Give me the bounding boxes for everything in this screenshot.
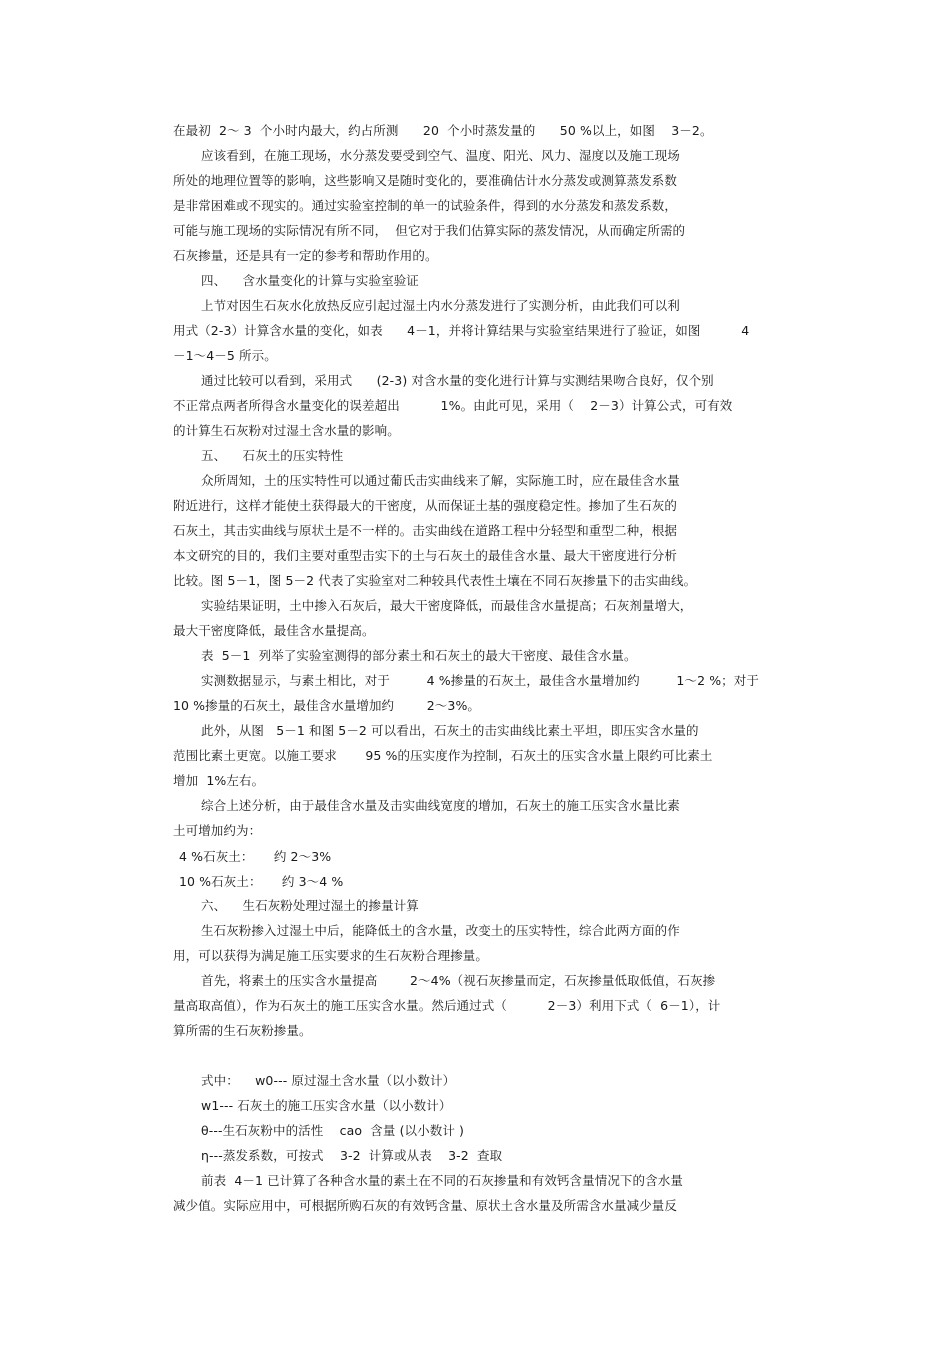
paragraph-line: 综合上述分析，由于最佳含水量及击实曲线宽度的增加，石灰土的施工压实含水量比素	[201, 798, 680, 813]
paragraph-line: 石灰掺量，还是具有一定的参考和帮助作用的。	[173, 248, 438, 263]
paragraph-line: 的计算生石灰粉对过湿土含水量的影响。	[173, 423, 400, 438]
paragraph-line: 量高取高值），作为石灰土的施工压实含水量。然后通过式（ 2－3）利用下式（ 6－1），计	[173, 998, 721, 1013]
paragraph-line: 土可增加约为：	[173, 823, 262, 838]
paragraph-line: 众所周知，土的压实特性可以通过葡氏击实曲线来了解，实际施工时，应在最佳含水量	[201, 473, 680, 488]
paragraph-line: 是非常困难或不现实的。通过实验室控制的单一的试验条件，得到的水分蒸发和蒸发系数，	[173, 198, 678, 213]
paragraph-line: 应该看到，在施工现场，水分蒸发要受到空气、温度、阳光、风力、湿度以及施工现场	[201, 148, 680, 163]
paragraph-line: 范围比素土更宽。以施工要求 95 %的压实度作为控制，石灰土的压实含水量上限约可比素土	[173, 748, 713, 763]
paragraph-line: 10 %掺量的石灰土，最佳含水量增加约 2～3%。	[173, 698, 481, 713]
paragraph-line: 最大干密度降低，最佳含水量提高。	[173, 623, 375, 638]
list-item: 10 %石灰土： 约 3～4 %	[179, 874, 344, 889]
paragraph-line: 前表 4－1 已计算了各种含水量的素土在不同的石灰掺量和有效钙含量情况下的含水量	[201, 1173, 683, 1188]
formula-legend-line: η---蒸发系数，可按式 3-2 计算或从表 3-2 查取	[201, 1148, 503, 1163]
paragraph-line: 首先，将素土的压实含水量提高 2～4%（视石灰掺量而定，石灰掺量低取低值，石灰掺	[201, 973, 716, 988]
paragraph-line: 在最初 2～ 3 个小时内最大，约占所测 20 个小时蒸发量的 50 %以上，如图 3－2。	[173, 123, 713, 138]
paragraph-line: －1～4－5 所示。	[173, 348, 277, 363]
list-item: 4 %石灰土： 约 2～3%	[179, 849, 332, 864]
paragraph-line: 用，可以获得为满足施工压实要求的生石灰粉合理掺量。	[173, 948, 489, 963]
paragraph-line: 不正常点两者所得含水量变化的误差超出 1%。由此可见，采用（ 2－3）计算公式，可有效	[173, 398, 733, 413]
paragraph-line: 本文研究的目的，我们主要对重型击实下的土与石灰土的最佳含水量、最大干密度进行分析	[173, 548, 678, 563]
paragraph-line: 所处的地理位置等的影响，这些影响又是随时变化的，要准确估计水分蒸发或测算蒸发系数	[173, 173, 678, 188]
paragraph-line: 用式（2-3）计算含水量的变化，如表 4－1，并将计算结果与实验室结果进行了验证，如图 4	[173, 323, 750, 338]
paragraph-line: 上节对因生石灰水化放热反应引起过湿土内水分蒸发进行了实测分析，由此我们可以利	[201, 298, 680, 313]
paragraph-line: 表 5－1 列举了实验室测得的部分素土和石灰土的最大干密度、最佳含水量。	[201, 648, 637, 663]
paragraph-line: 石灰土，其击实曲线与原状土是不一样的。击实曲线在道路工程中分轻型和重型二种，根据	[173, 523, 678, 538]
paragraph-line: 比较。图 5－1，图 5－2 代表了实验室对二种较具代表性土壤在不同石灰掺量下的击实曲线。	[173, 573, 697, 588]
formula-legend-line: 式中： w0--- 原过湿土含水量（以小数计）	[201, 1073, 456, 1088]
paragraph-line: 算所需的生石灰粉掺量。	[173, 1023, 312, 1038]
paragraph-line: 可能与施工现场的实际情况有所不同， 但它对于我们估算实际的蒸发情况，从而确定所需的	[173, 223, 686, 238]
section-heading: 六、 生石灰粉处理过湿土的掺量计算	[201, 898, 419, 913]
paragraph-line: 增加 1%左右。	[173, 773, 265, 788]
paragraph-line: 此外，从图 5－1 和图 5－2 可以看出，石灰土的击实曲线比素土平坦，即压实含水量的	[201, 723, 699, 738]
formula-legend-line: w1--- 石灰土的施工压实含水量（以小数计）	[201, 1098, 452, 1113]
section-heading: 四、 含水量变化的计算与实验室验证	[201, 273, 419, 288]
section-heading: 五、 石灰土的压实特性	[201, 448, 344, 463]
paragraph-line: 通过比较可以看到，采用式 (2-3) 对含水量的变化进行计算与实测结果吻合良好，仅个别	[201, 373, 714, 388]
paragraph-line: 实验结果证明，土中掺入石灰后，最大干密度降低，而最佳含水量提高；石灰剂量增大，	[201, 598, 693, 613]
formula-legend-line: θ---生石灰粉中的活性 cao 含量 (以小数计 )	[201, 1123, 465, 1138]
paragraph-line: 附近进行，这样才能使土获得最大的干密度，从而保证土基的强度稳定性。掺加了生石灰的	[173, 498, 678, 513]
paragraph-line: 生石灰粉掺入过湿土中后，能降低土的含水量，改变土的压实特性，综合此两方面的作	[201, 923, 680, 938]
paragraph-line: 减少值。实际应用中，可根据所购石灰的有效钙含量、原状土含水量及所需含水量减少量反	[173, 1198, 678, 1213]
paragraph-line: 实测数据显示，与素土相比，对于 4 %掺量的石灰土，最佳含水量增加约 1～2 %；对于	[201, 673, 759, 688]
